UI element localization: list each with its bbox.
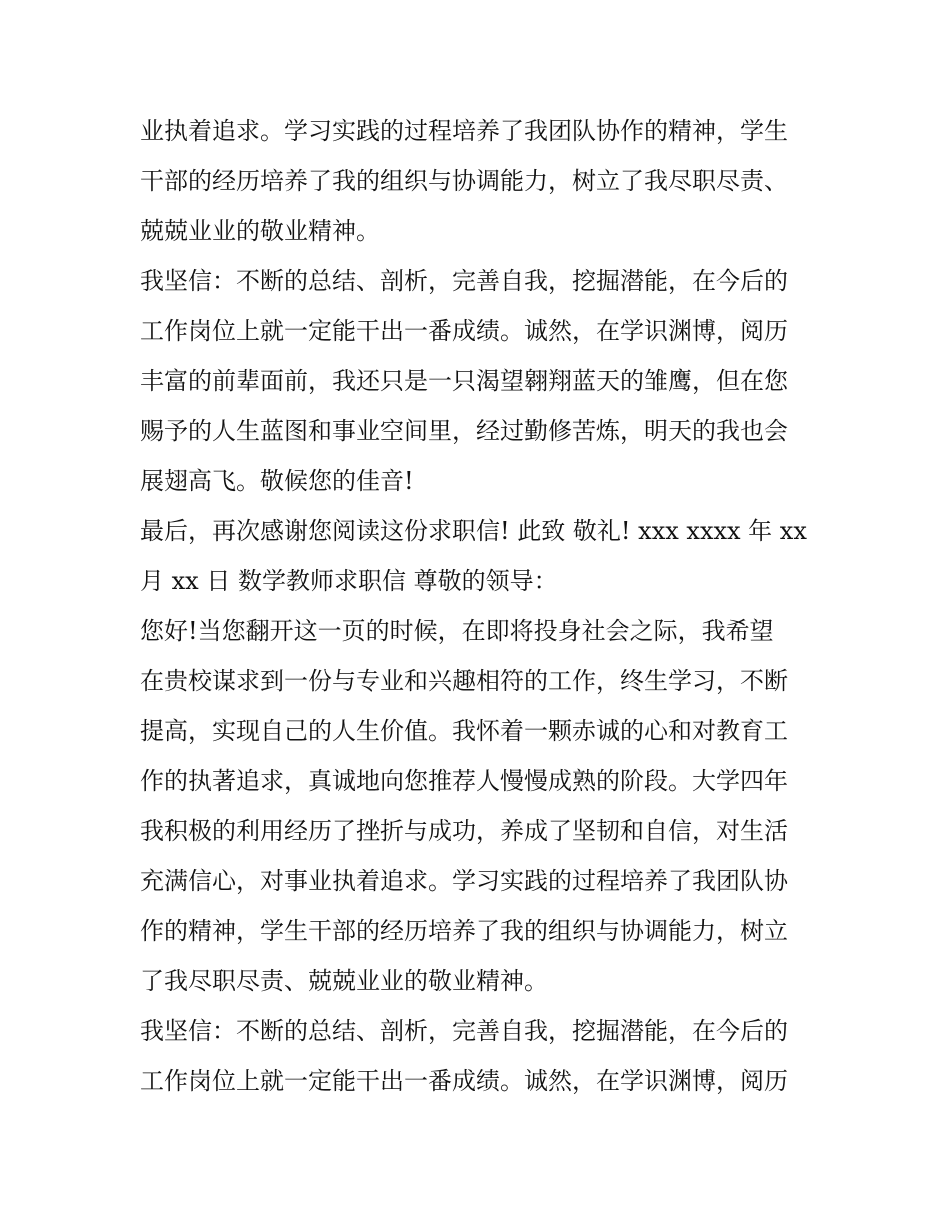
text-line: 作的精神，学生干部的经历培养了我的组织与协调能力，树立	[140, 917, 788, 945]
text-line: 提高，实现自己的人生价值。我怀着一颗赤诚的心和对教育工	[140, 717, 788, 745]
text-line: 我积极的利用经历了挫折与成功，养成了坚韧和自信，对生活	[140, 817, 788, 845]
text-line: 赐予的人生蓝图和事业空间里，经过勤修苦炼，明天的我也会	[140, 417, 788, 445]
text-line: 业执着追求。学习实践的过程培养了我团队协作的精神，学生	[140, 117, 788, 145]
document-body	[140, 106, 820, 1106]
text-line: 了我尽职尽责、兢兢业业的敬业精神。	[140, 967, 548, 995]
text-line: 最后，再次感谢您阅读这份求职信! 此致 敬礼! xxx xxxx 年 xx	[140, 517, 807, 545]
text-line: 我坚信：不断的总结、剖析，完善自我，挖掘潜能，在今后的	[140, 1017, 788, 1045]
text-line: 兢兢业业的敬业精神。	[140, 217, 380, 245]
text-line: 月 xx 日 数学教师求职信 尊敬的领导：	[140, 567, 558, 595]
text-line: 作的执著追求，真诚地向您推荐人慢慢成熟的阶段。大学四年	[140, 767, 788, 795]
text-line: 在贵校谋求到一份与专业和兴趣相符的工作，终生学习，不断	[140, 667, 788, 695]
text-line: 展翅高飞。敬候您的佳音!	[140, 467, 414, 495]
text-line: 工作岗位上就一定能干出一番成绩。诚然，在学识渊博，阅历	[140, 1067, 788, 1095]
text-line: 干部的经历培养了我的组织与协调能力，树立了我尽职尽责、	[140, 167, 788, 195]
text-line: 丰富的前辈面前，我还只是一只渴望翱翔蓝天的雏鹰，但在您	[140, 367, 788, 395]
text-line: 您好!当您翻开这一页的时候，在即将投身社会之际，我希望	[140, 617, 774, 645]
text-line: 工作岗位上就一定能干出一番成绩。诚然，在学识渊博，阅历	[140, 317, 788, 345]
text-line: 充满信心，对事业执着追求。学习实践的过程培养了我团队协	[140, 867, 788, 895]
text-line: 我坚信：不断的总结、剖析，完善自我，挖掘潜能，在今后的	[140, 267, 788, 295]
